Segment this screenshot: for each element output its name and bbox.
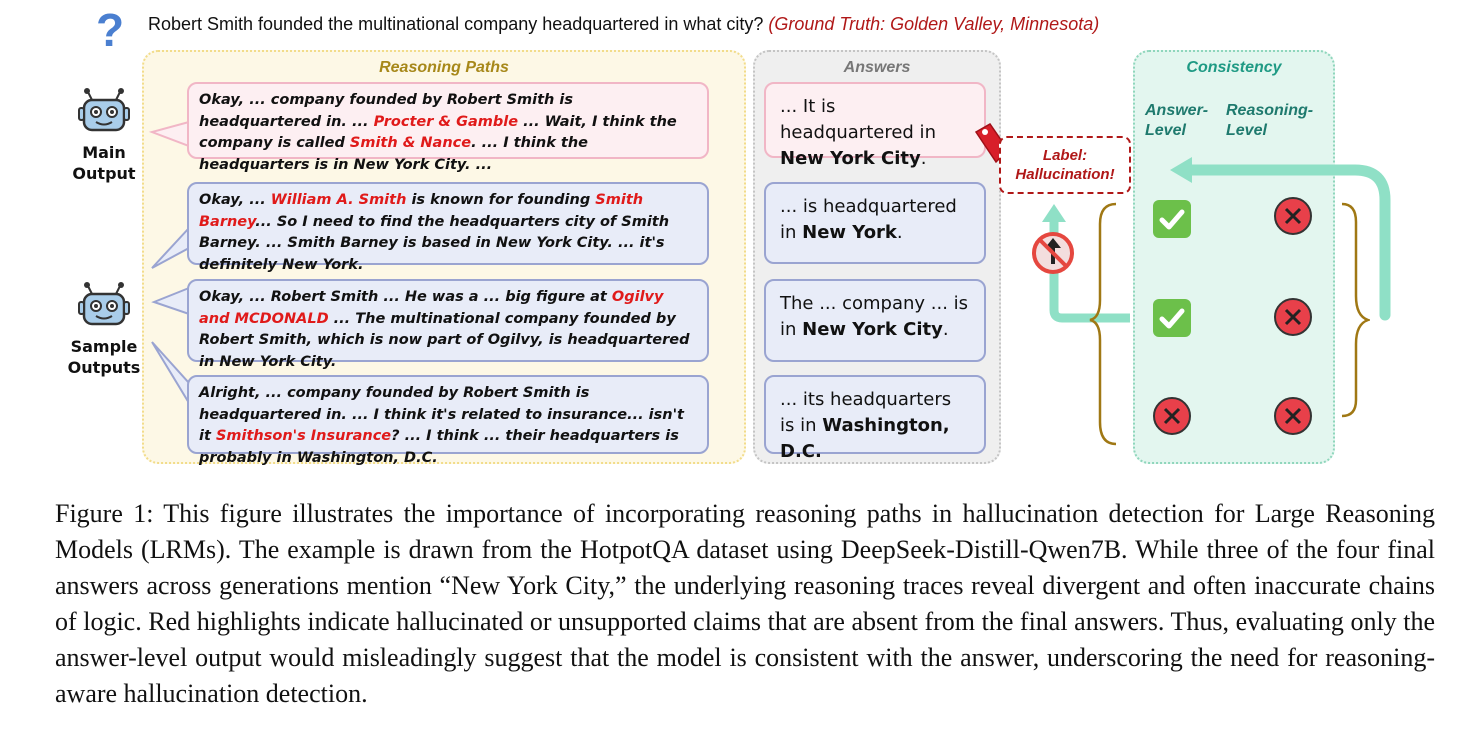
- hallucinated-claim: Smith & Nance: [349, 135, 472, 151]
- main-label-line2: Output: [72, 164, 136, 183]
- no-upward-icon: [1030, 230, 1076, 276]
- left-brace-icon: [1088, 200, 1118, 450]
- reasoning-level-cross-icon: [1273, 196, 1313, 236]
- answer-text: .: [920, 148, 927, 169]
- hallucinated-claim: Smithson's Insurance: [215, 428, 392, 444]
- answer-level-cross-icon: [1152, 396, 1192, 436]
- sample-robot-icon: [76, 280, 132, 332]
- reasoning-text: is known for founding: [406, 192, 596, 208]
- hallucinated-claim: Procter & Gamble: [373, 113, 519, 130]
- question-text: [148, 14, 1099, 35]
- answer-level-header: [1145, 101, 1208, 141]
- answer-entity: Washington, D.C.: [780, 415, 950, 462]
- reasoning-text: . ... I think the headquarters is in New York City. ...: [199, 135, 588, 173]
- reasoning-level-header: [1226, 101, 1313, 141]
- consistency-title: Consistency: [1186, 59, 1282, 76]
- sample-label-line1: Sample: [70, 337, 138, 356]
- answer-entity: New York: [802, 222, 897, 243]
- reasoning-title: Reasoning Paths: [379, 59, 509, 76]
- reasoning-text: Alright, ... company founded by Robert Smith is headquartered in. ... I think it's related to insurance... isn't it: [199, 385, 684, 444]
- answer-main: [764, 82, 986, 169]
- question-body: Robert Smith founded the multinational company headquartered in what city?: [148, 14, 764, 34]
- reasoning-level-line1: Reasoning-: [1226, 102, 1314, 119]
- reasoning-text: ... The multinational company founded by Robert Smith, which is now part of Ogilvy, is headquartered in New York City.: [199, 310, 690, 370]
- answer-text: The ... company ... is in: [780, 293, 969, 340]
- sample-outputs-label: [60, 336, 148, 378]
- label-line2: Hallucination!: [1015, 166, 1115, 183]
- reasoning-level-cross-icon: [1273, 396, 1313, 436]
- answer-text: ... It is headquartered in: [780, 96, 936, 143]
- right-brace-icon: [1340, 200, 1370, 420]
- label-line1: Label:: [1042, 147, 1088, 164]
- answer-entity: New York City: [802, 319, 943, 340]
- reasoning-text: ... Wait, I think the company is called: [199, 113, 677, 151]
- main-output-label: [60, 142, 148, 184]
- answer-level-line1: Answer-: [1145, 102, 1209, 119]
- reasoning-text: Okay, ... company founded by Robert Smith is headquartered in. ...: [199, 92, 574, 130]
- main-label-line1: Main: [82, 143, 126, 162]
- reasoning-main: [187, 82, 709, 173]
- reasoning-text: ? ... I think ... their headquarters is probably in Washington, D.C.: [199, 428, 679, 466]
- reasoning-sample-3: [187, 375, 709, 466]
- reasoning-level-cross-icon: [1273, 297, 1313, 337]
- sample-label-line2: Outputs: [67, 358, 141, 377]
- answer-entity: New York City: [780, 148, 921, 169]
- answer-level-line2: Level: [1145, 122, 1186, 139]
- answer-text: .: [942, 319, 949, 340]
- answer-level-check-icon: [1152, 199, 1192, 239]
- hallucinated-claim: William A. Smith: [270, 192, 407, 208]
- main-robot-icon: [76, 86, 132, 138]
- ground-truth: (Ground Truth: Golden Valley, Minnesota): [768, 14, 1100, 34]
- answer-sample-3: [764, 375, 986, 462]
- answer-sample-2: [764, 279, 986, 362]
- hallucinated-claim: Ogilvy and MCDONALD: [199, 289, 664, 327]
- reasoning-sample-2: [187, 279, 709, 370]
- answer-text: ... is headquartered in: [780, 196, 957, 243]
- reasoning-sample-1: [187, 182, 709, 273]
- answer-text: ... its headquarters is in: [780, 389, 952, 436]
- reasoning-text: ... So I need to find the headquarters city of Smith Barney. ... Smith Barney is based in New York City. ... it's definitely New York.: [199, 213, 670, 273]
- question-mark-icon: ?: [95, 4, 125, 56]
- answer-text: .: [896, 222, 903, 243]
- reasoning-text: Okay, ... Robert Smith ... He was a ... big figure at: [199, 289, 612, 305]
- answers-title: Answers: [843, 59, 911, 76]
- reasoning-level-line2: Level: [1226, 122, 1267, 139]
- figure-caption: Figure 1: This figure illustrates the importance of incorporating reasoning paths in hallucination detection for Large Reasoning Models (LRMs). The example is drawn from the HotpotQA dataset using DeepSeek-Distill-Qwen7B. While three of the four final answers across generations mention “New York City,” the underlying reasoning traces reveal divergent and often inaccurate chains of logic. Red highlights indicate hallucinated or unsupported claims that are absent from the final answers. Thus, evaluating only the answer-level output would misleadingly suggest that the model is consistent with the answer, underscoring the need for reasoning-aware hallucination detection.: [55, 499, 1435, 708]
- answer-sample-1: [764, 182, 986, 264]
- reasoning-text: Okay, ...: [199, 192, 271, 208]
- answer-level-check-icon: [1152, 298, 1192, 338]
- hallucinated-claim: Smith Barney: [199, 192, 644, 230]
